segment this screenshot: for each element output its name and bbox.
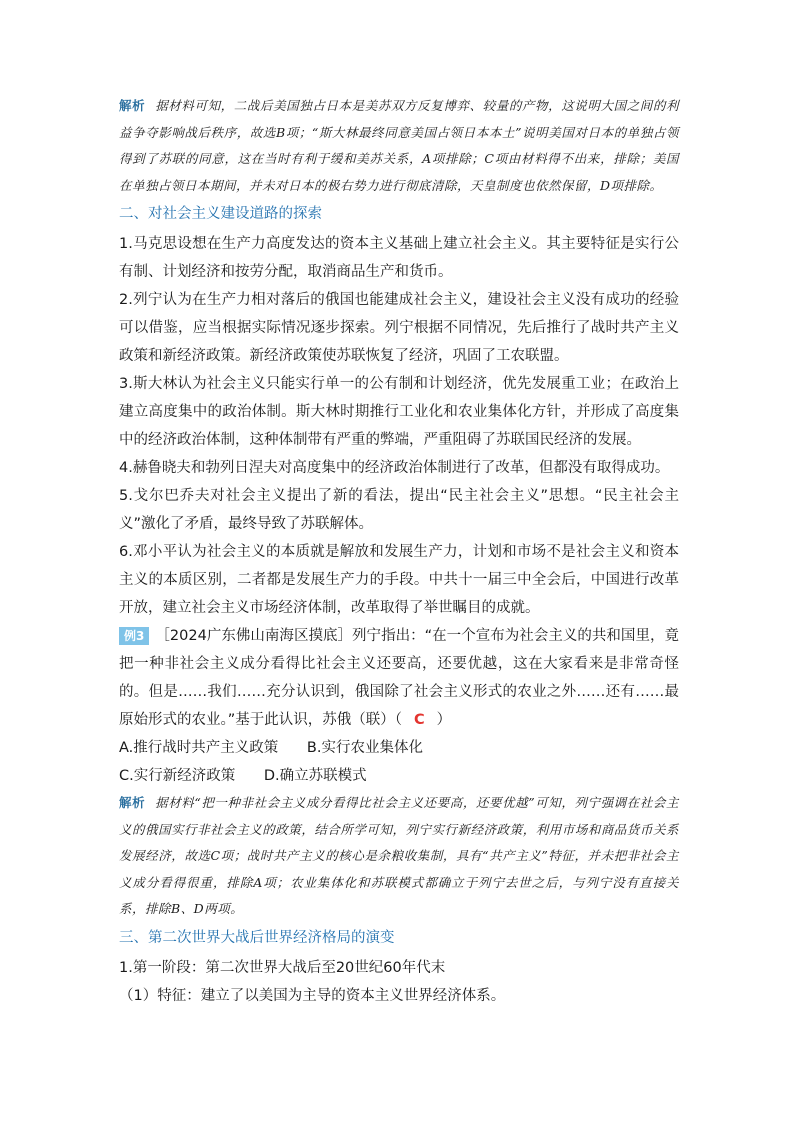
example-question bbox=[119, 622, 679, 734]
example-source: ［2024广东佛山南海区摸底］ bbox=[155, 628, 353, 644]
analysis-text: 据材料“把一种非社会主义成分看得比社会主义还要高，还要优越”可知，列宁强调在社会主义的俄国实行非社会主义的政策，结合所学可知，列宁实行新经济政策，利用市场和商品货币关系发展经济，故选C项；战时共产主义的核心是余粮收集制，具有“共产主义”特征，并未把非社会主义成分看得很重，排除A项；农业集体化和苏联模式都确立于列宁去世之后，与列宁没有直接关系，排除B、D两项。 bbox=[119, 795, 679, 916]
list-item: 1.马克思设想在生产力高度发达的资本主义基础上建立社会主义。其主要特征是实行公有制、计划经济和按劳分配，取消商品生产和货币。 bbox=[119, 236, 679, 280]
option-c: C.实行新经济政策 bbox=[119, 768, 236, 784]
section-heading: 三、第二次世界大战后世界经济格局的演变 bbox=[119, 929, 395, 946]
list-item: 6.邓小平认为社会主义的本质就是解放和发展生产力，计划和市场不是社会主义和资本主义的本质区别，二者都是发展生产力的手段。中共十一届三中全会后，中国进行改革开放，建立社会主义市场经济体制，改革取得了举世瞩目的成就。 bbox=[119, 544, 679, 616]
answer-text: C bbox=[414, 712, 425, 728]
page-content bbox=[119, 93, 679, 1010]
feature-line: （1）特征：建立了以美国为主导的资本主义世界经济体系。 bbox=[119, 987, 506, 1004]
list-item: 3.斯大林认为社会主义只能实行单一的公有制和计划经济，优先发展重工业；在政治上建立高度集中的政治体制。斯大林时期推行工业化和农业集体化方针，并形成了高度集中的经济政治体制，这种体制带有严重的弊端，严重阻碍了苏联国民经济的发展。 bbox=[119, 376, 679, 448]
option-a: A.推行战时共产主义政策 bbox=[119, 740, 279, 756]
options-row bbox=[119, 762, 679, 790]
list-item: 5.戈尔巴乔夫对社会主义提出了新的看法，提出“民主社会主义”思想。“民主社会主义”激化了矛盾，最终导致了苏联解体。 bbox=[119, 488, 679, 532]
example-badge: 例3 bbox=[119, 627, 149, 645]
example-question-text: 列宁指出：“在一个宣布为社会主义的共和国里，竟把一种非社会主义成分看得比社会主义还要高，还要优越，这在大家看来是非常奇怪的。但是……我们……充分认识到，俄国除了社会主义形式的农业之外……还有……最原始形式的农业。”基于此认识，苏俄（联）（ bbox=[119, 628, 679, 728]
list-item: 4.赫鲁晓夫和勃列日涅夫对高度集中的经济政治体制进行了改革，但都没有取得成功。 bbox=[119, 460, 670, 476]
option-d: D.确立苏联模式 bbox=[263, 768, 367, 784]
stage-line: 1.第一阶段：第二次世界大战后至20世纪60年代末 bbox=[119, 959, 446, 976]
analysis-label: 解析 bbox=[119, 795, 146, 810]
analysis-paragraph bbox=[119, 93, 679, 199]
section-heading: 二、对社会主义建设道路的探索 bbox=[119, 206, 322, 222]
analysis-paragraph bbox=[119, 790, 679, 923]
options-row bbox=[119, 734, 679, 762]
option-b: B.实行农业集体化 bbox=[306, 740, 423, 756]
analysis-text: 据材料可知，二战后美国独占日本是美苏双方反复博弈、较量的产物，这说明大国之间的利益争夺影响战后秩序，故选B项；“斯大林最终同意美国占领日本本土”说明美国对日本的单独占领得到了苏联的同意，这在当时有利于缓和美苏关系，A项排除；C项由材料得不出来，排除；美国在单独占领日本期间，并未对日本的极右势力进行彻底清除，天皇制度也依然保留，D项排除。 bbox=[119, 98, 679, 193]
close-paren: ） bbox=[436, 712, 452, 728]
list-item: 2.列宁认为在生产力相对落后的俄国也能建成社会主义，建设社会主义没有成功的经验可以借鉴，应当根据实际情况逐步探索。列宁根据不同情况，先后推行了战时共产主义政策和新经济政策。新经济政策使苏联恢复了经济，巩固了工农联盟。 bbox=[119, 292, 679, 364]
analysis-label: 解析 bbox=[119, 98, 146, 113]
